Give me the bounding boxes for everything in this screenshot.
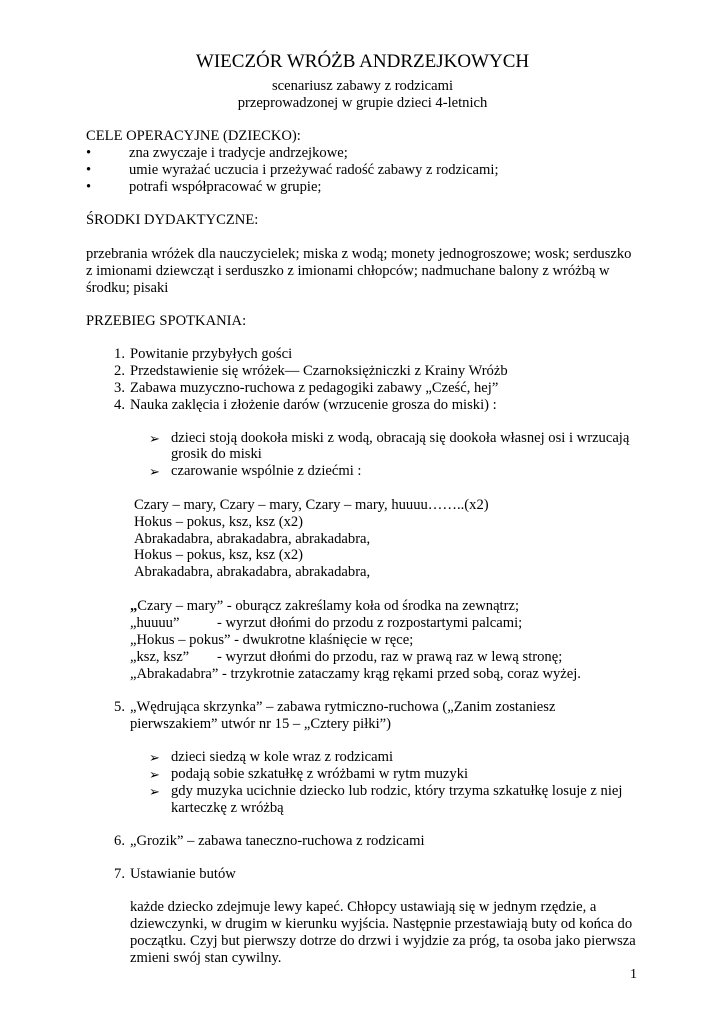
arrow-bullet-icon: ➢ (149, 431, 160, 446)
arrow-bullet-icon: ➢ (149, 464, 160, 479)
step-text: Przedstawienie się wróżek— Czarnoksiężniczki z Krainy Wróżb (130, 363, 508, 379)
means-heading: ŚRODKI DYDAKTYCZNE: (86, 212, 259, 228)
gesture-phrase: „ksz, ksz” (130, 649, 190, 665)
bullet: • (86, 179, 92, 195)
means-line: środku; pisaki (86, 280, 169, 296)
paragraph-line: dziewczynki, w drugim w kierunku wyjścia. Następnie przestawiają buty od końca do (130, 916, 633, 932)
gesture-phrase: „huuuu” (130, 615, 180, 631)
step-number: 6. (114, 833, 125, 849)
gesture-desc: - wyrzut dłońmi do przodu, raz w prawą raz w lewą stronę; (217, 649, 563, 665)
gesture-phrase: „Abrakadabra” - trzykrotnie zataczamy krąg rękami przed sobą, coraz wyżej. (130, 666, 581, 682)
subtitle-line-2: przeprowadzonej w grupie dzieci 4-letnich (237, 95, 488, 111)
quote-mark: „ (130, 598, 138, 614)
sub-item: gdy muzyka ucichnie dziecko lub rodzic, który trzyma szkatułkę losuje z niej (171, 783, 623, 799)
step-text: „Wędrująca skrzynka” – zabawa rytmiczno-ruchowa („Zanim zostaniesz (130, 699, 556, 715)
sub-item: dzieci stoją dookoła miski z wodą, obracają się dookoła własnej osi i wrzucają (171, 430, 630, 446)
sub-item-continued: karteczkę z wróżbą (171, 800, 284, 816)
step-number: 4. (114, 397, 125, 413)
goal-item: umie wyrażać uczucia i przeżywać radość zabawy z rodzicami; (129, 162, 499, 178)
step-text: „Grozik” – zabawa taneczno-ruchowa z rodzicami (130, 833, 425, 849)
chant-line: Hokus – pokus, ksz, ksz (x2) (134, 514, 304, 530)
goals-heading: CELE OPERACYJNE (DZIECKO): (86, 128, 301, 144)
sub-item-continued: grosik do miski (171, 446, 262, 462)
page-number: 1 (630, 967, 637, 982)
bullet: • (86, 162, 92, 178)
means-line: z imionami dziewcząt i serduszko z imionami chłopców; nadmuchane balony z wróżbą w (86, 263, 610, 279)
arrow-bullet-icon: ➢ (149, 767, 160, 782)
gesture-text: Czary – mary” - oburącz zakreślamy koła od środka na zewnątrz; (137, 598, 519, 614)
step-text-continued: pierwszakiem” utwór nr 15 – „Cztery piłki”) (130, 716, 391, 732)
sub-item: podają sobie szkatułkę z wróżbami w rytm muzyki (171, 766, 469, 782)
chant-line: Czary – mary, Czary – mary, Czary – mary, huuuu……..(x2) (134, 497, 489, 513)
step-number: 7. (114, 866, 125, 882)
gesture-desc: - wyrzut dłońmi do przodu z rozpostartymi palcami; (217, 615, 523, 631)
goal-item: zna zwyczaje i tradycje andrzejkowe; (129, 145, 348, 161)
gesture-phrase: „Hokus – pokus” - dwukrotne klaśnięcie w ręce; (130, 632, 414, 648)
sub-item: czarowanie wspólnie z dziećmi : (171, 463, 362, 479)
step-number: 2. (114, 363, 125, 379)
goal-item: potrafi współpracować w grupie; (129, 179, 322, 195)
chant-line: Abrakadabra, abrakadabra, abrakadabra, (134, 531, 371, 547)
means-line: przebrania wróżek dla nauczycielek; miska z wodą; monety jednogroszowe; wosk; serduszko (86, 246, 632, 262)
step-text: Ustawianie butów (130, 866, 236, 882)
subtitle-line-1: scenariusz zabawy z rodzicami (271, 78, 454, 94)
arrow-bullet-icon: ➢ (149, 784, 160, 799)
chant-line: Hokus – pokus, ksz, ksz (x2) (134, 547, 304, 563)
course-heading: PRZEBIEG SPOTKANIA: (86, 313, 247, 329)
step-number: 1. (114, 346, 125, 362)
sub-item: dzieci siedzą w kole wraz z rodzicami (171, 749, 394, 765)
step-number: 5. (114, 699, 125, 715)
bullet: • (86, 145, 92, 161)
step-number: 3. (114, 380, 125, 396)
gesture-line (130, 598, 519, 616)
arrow-bullet-icon: ➢ (149, 750, 160, 765)
paragraph-line: początku. Czyj but pierwszy dotrze do drzwi i wyjdzie za próg, ta osoba jako pierwsza (130, 933, 636, 949)
step-text: Zabawa muzyczno-ruchowa z pedagogiki zabawy „Cześć, hej” (130, 380, 499, 396)
page-title: WIECZÓR WRÓŻB ANDRZEJKOWYCH (195, 51, 530, 72)
paragraph-line: zmieni swój stan cywilny. (130, 950, 282, 966)
chant-line: Abrakadabra, abrakadabra, abrakadabra, (134, 564, 371, 580)
paragraph-line: każde dziecko zdejmuje lewy kapeć. Chłopcy ustawiają się w jednym rzędzie, a (130, 899, 597, 915)
step-text: Nauka zaklęcia i złożenie darów (wrzucenie grosza do miski) : (130, 397, 497, 413)
step-text: Powitanie przybyłych gości (130, 346, 293, 362)
